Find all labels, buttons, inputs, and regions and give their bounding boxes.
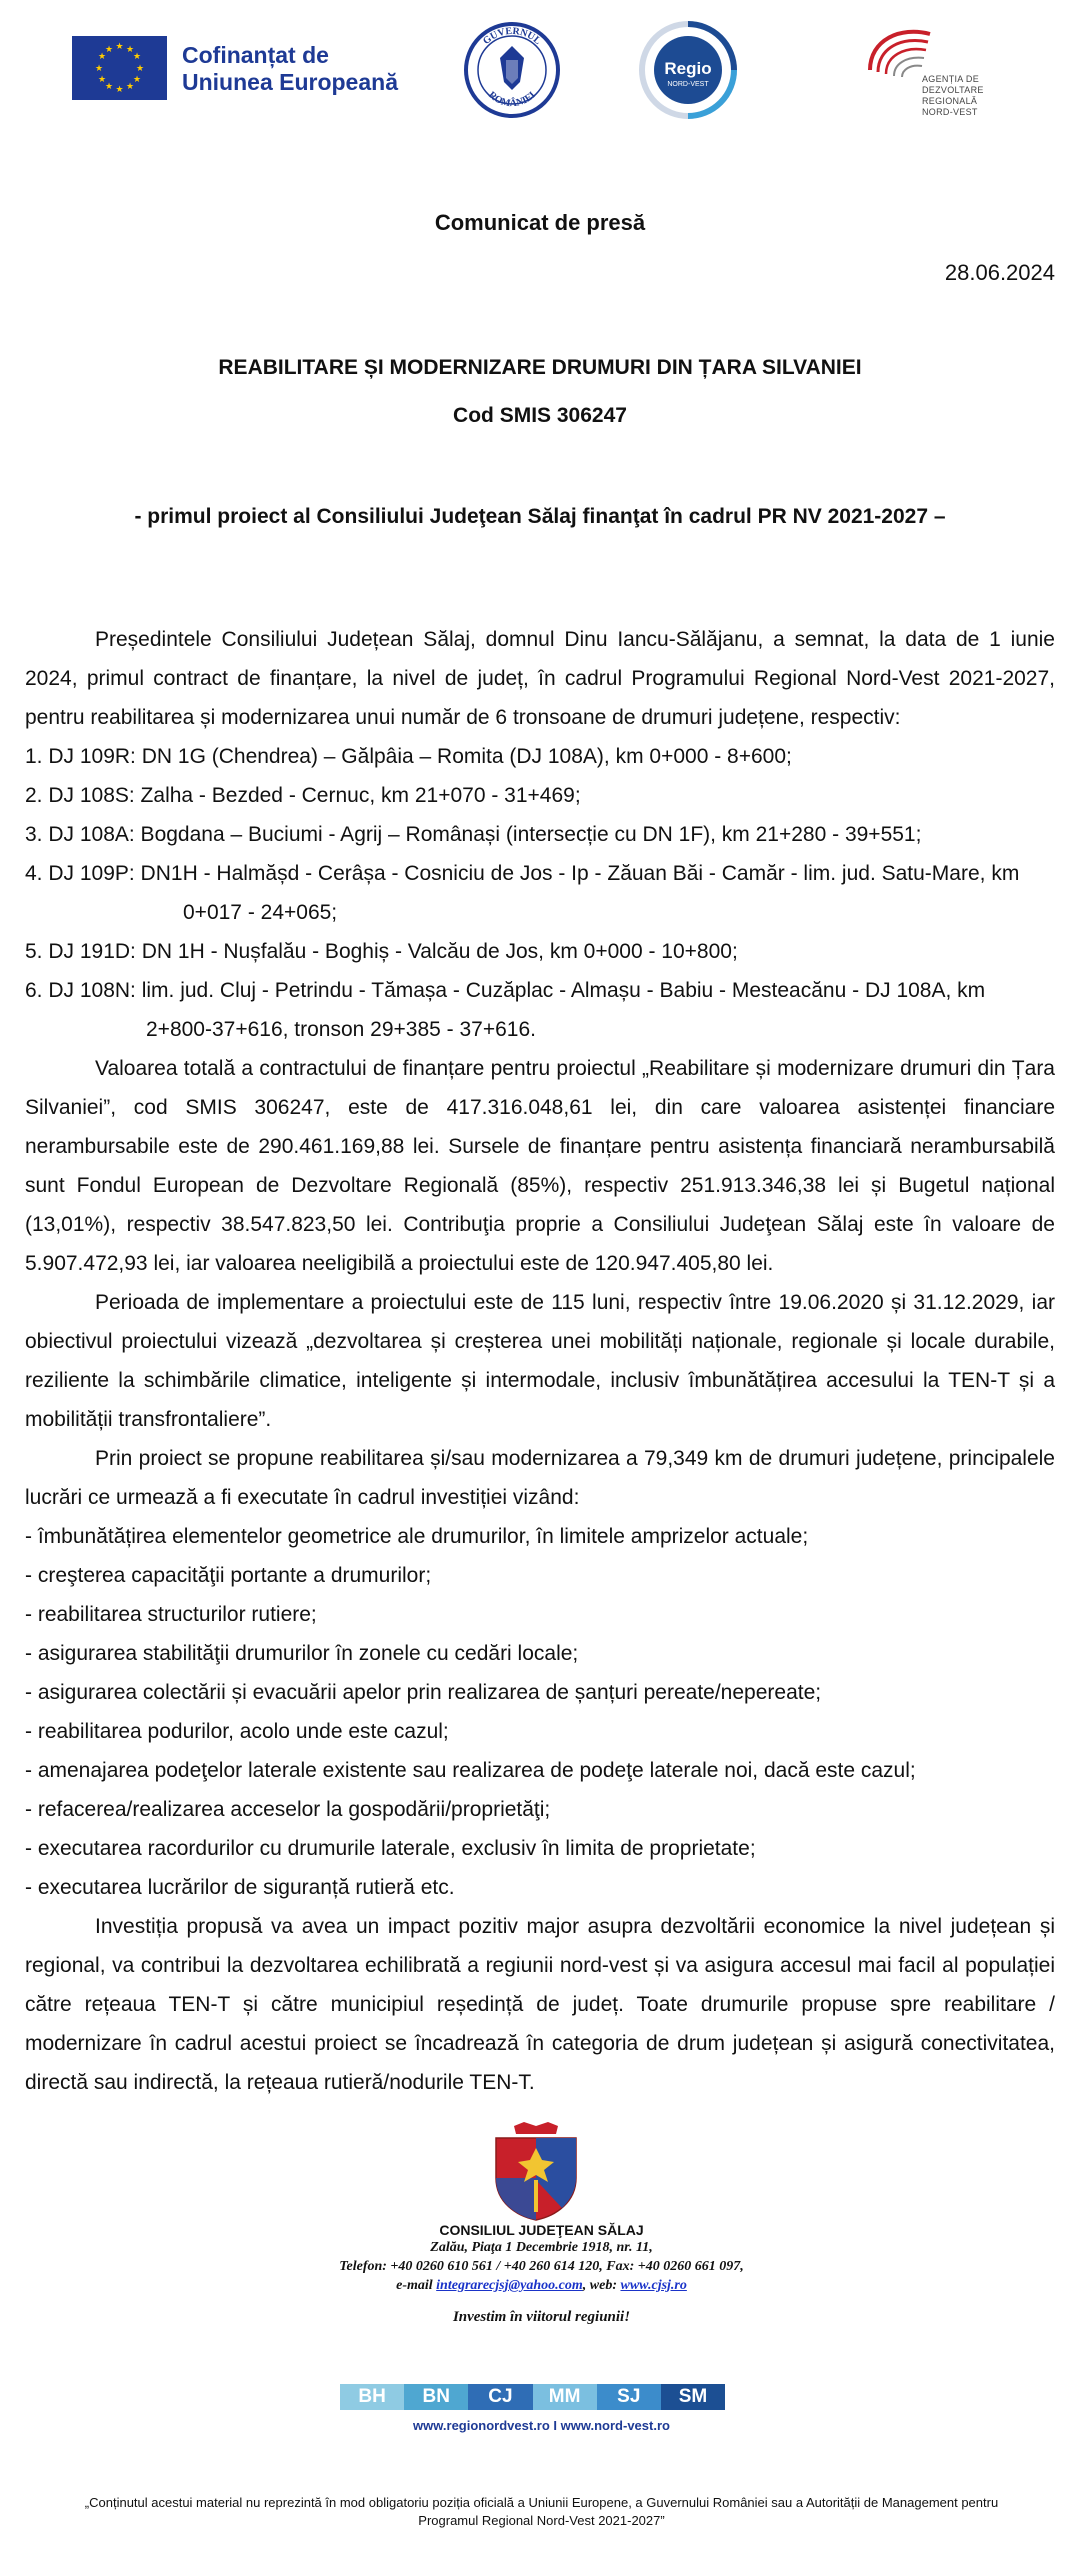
institution-name: CONSILIUL JUDEŢEAN SĂLAJ	[439, 2222, 644, 2238]
website-link[interactable]: www.cjsj.ro	[620, 2278, 687, 2293]
road-item-continuation: 0+017 - 24+065;	[183, 901, 338, 924]
release-date: 28.06.2024	[944, 260, 1055, 285]
roads-list	[25, 737, 1055, 1049]
eu-logo-line2: Uniunea Europeană	[182, 69, 398, 95]
county-code: SM	[661, 2384, 725, 2410]
works-paragraph: Prin proiect se propune reabilitarea și/sau modernizarea a 79,349 km de drumuri județene, principalele lucrări ce urmează a fi executate în cadrul investiției vizând:	[25, 1447, 1055, 1509]
regio-logo-text: Regio	[664, 59, 712, 78]
svg-text:★: ★	[115, 42, 124, 52]
salaj-county-crest	[484, 2120, 588, 2222]
svg-text:★: ★	[135, 64, 145, 74]
county-code: MM	[533, 2384, 597, 2410]
works-item: - îmbunătățirea elementelor geometrice ale drumurilor, în limitele amprizelor actuale;	[25, 1525, 809, 1548]
institution-address: Zalău, Piaţa 1 Decembrie 1918, nr. 11,	[430, 2240, 653, 2255]
project-subtitle: - primul proiect al Consiliului Judeţean Sălaj finanţat în cadrul PR NV 2021-2027 –	[134, 505, 946, 528]
svg-text:★: ★	[94, 64, 104, 74]
email-link[interactable]: integrarecjsj@yahoo.com	[436, 2278, 583, 2293]
county-code: BN	[404, 2384, 468, 2410]
works-item: - asigurarea colectării și evacuării apelor prin realizarea de șanțuri pereate/nepereate;	[25, 1681, 822, 1704]
road-item: 4. DJ 109P: DN1H - Halmășd - Cerâșa - Cosniciu de Jos - Ip - Zăuan Băi - Camăr - lim. jud. Satu-Mare, km	[25, 862, 1020, 885]
road-item: 1. DJ 109R: DN 1G (Chendrea) – Gălpâia – Romita (DJ 108A), km 0+000 - 8+600;	[25, 745, 792, 768]
eu-logo-text	[182, 42, 398, 96]
road-item: 5. DJ 191D: DN 1H - Nușfalău - Boghiș - Valcău de Jos, km 0+000 - 10+800;	[25, 940, 738, 963]
svg-text:★: ★	[97, 75, 107, 85]
svg-text:★: ★	[115, 85, 124, 95]
institution-phones: Telefon: +40 0260 610 561 / +40 260 614 120, Fax: +40 0260 661 097,	[339, 2259, 744, 2274]
eu-flag-icon	[72, 36, 167, 100]
institution-contact-block	[0, 2222, 1083, 2326]
svg-text:★: ★	[125, 82, 135, 92]
svg-text:★: ★	[132, 75, 142, 85]
works-item: - asigurarea stabilităţii drumurilor în zonele cu cedări locale;	[25, 1642, 579, 1665]
adr-logo-line1: AGENȚIA DE	[922, 74, 980, 84]
works-item: - reabilitarea podurilor, acolo unde este cazul;	[25, 1720, 449, 1743]
project-title: REABILITARE ȘI MODERNIZARE DRUMURI DIN ȚARA SILVANIEI	[218, 356, 862, 379]
works-list	[25, 1517, 1055, 1907]
period-paragraph: Perioada de implementare a proiectului este de 115 luni, respectiv între 19.06.2020 și 31.12.2029, iar obiectivul proiectului vizează „dezvoltarea și creșterea unei mobilități naționale, regionale și locale durabile, reziliente la schimbările climatice, inteligente și intermodale, inclusiv îmbunătățirea accesului la TEN-T și a mobilității transfrontaliere”.	[25, 1291, 1055, 1431]
press-release-heading: Comunicat de presă	[434, 210, 646, 235]
adr-logo-line3: NORD-VEST	[922, 107, 978, 117]
regio-logo-subtext: NORD-VEST	[667, 81, 709, 88]
adr-nord-vest-logo	[860, 20, 1030, 120]
romania-government-crest	[462, 20, 562, 120]
gov-logo-top-text: GUVERNUL	[481, 25, 544, 48]
project-code: Cod SMIS 306247	[453, 404, 627, 427]
svg-text:★: ★	[132, 52, 142, 62]
eu-cofinanced-logo	[72, 28, 402, 108]
svg-text:★: ★	[125, 45, 135, 55]
road-item: 3. DJ 108A: Bogdana – Buciumi - Agrij – Românași (intersecție cu DN 1F), km 21+280 - 39+551;	[25, 823, 922, 846]
works-item: - executarea racordurilor cu drumurile laterale, exclusiv în limita de proprietate;	[25, 1837, 756, 1860]
works-item: - executarea lucrărilor de siguranță rutieră etc.	[25, 1876, 455, 1899]
adr-logo-text	[922, 74, 1030, 118]
press-release-content	[25, 620, 1055, 2102]
works-item: - creşterea capacităţii portante a drumurilor;	[25, 1564, 432, 1587]
adr-logo-line2: DEZVOLTARE REGIONALĂ	[922, 85, 984, 106]
intro-paragraph: Președintele Consiliului Județean Sălaj, domnul Dinu Iancu-Sălăjanu, a semnat, la data de 1 iunie 2024, primul contract de finanțare, la nivel de județ, în cadrul Programului Regional Nord-Vest 2021-2027, pentru reabilitarea și modernizarea unui număr de 6 tronsoane de drumuri județene, respectiv:	[25, 628, 1055, 729]
svg-text:★: ★	[104, 82, 114, 92]
works-item: - reabilitarea structurilor rutiere;	[25, 1603, 317, 1626]
adr-icon	[860, 20, 940, 80]
email-label: e-mail	[396, 2278, 433, 2293]
partner-logos	[0, 14, 1083, 124]
road-item: 6. DJ 108N: lim. jud. Cluj - Petrindu - Tămașa - Cuzăplac - Almașu - Babiu - Mesteacănu - DJ 108A, km	[25, 979, 986, 1002]
eu-logo-line1: Cofinanțat de	[182, 42, 329, 68]
eu-disclaimer: „Conținutul acestui material nu reprezintă în mod obligatoriu poziția oficială a Uniunii Europene, a Guvernului României sau a Autorității de Management pentru Programul Regional Nord-Vest 2021-2027”	[84, 2495, 999, 2528]
value-paragraph: Valoarea totală a contractului de finanțare pentru proiectul „Reabilitare și modernizare drumuri din Țara Silvaniei”, cod SMIS 306247, este de 417.316.048,61 lei, din care valoarea asistenței financiare nerambursabile este de 290.461.169,88 lei. Sursele de finanțare pentru asistența financiară nerambursabilă sunt Fondul European de Dezvoltare Regională (85%), respectiv 251.913.346,38 lei și Bugetul național (13,01%), respectiv 38.547.823,50 lei. Contribuţia proprie a Consiliului Judeţean Sălaj este în valoare de 5.907.472,93 lei, iar valoarea neeligibilă a proiectului este de 120.947.405,80 lei.	[25, 1057, 1055, 1275]
county-code-strip	[340, 2384, 725, 2410]
road-item: 2. DJ 108S: Zalha - Bezded - Cernuc, km 21+070 - 31+469;	[25, 784, 581, 807]
regio-logo	[638, 20, 738, 120]
works-item: - refacerea/realizarea acceselor la gospodării/proprietăţi;	[25, 1798, 551, 1821]
works-item: - amenajarea podeţelor laterale existente sau realizarea de podeţe laterale noi, dacă este cazul;	[25, 1759, 916, 1782]
county-code: CJ	[468, 2384, 532, 2410]
institution-online-contacts	[0, 2276, 1083, 2295]
road-item-continuation: 2+800-37+616, tronson 29+385 - 37+616.	[146, 1018, 536, 1041]
web-label: , web:	[582, 2278, 617, 2293]
institution-motto: Investim în viitorul regiunii!	[452, 2309, 631, 2325]
county-code: BH	[340, 2384, 404, 2410]
county-code: SJ	[597, 2384, 661, 2410]
svg-text:★: ★	[97, 52, 107, 62]
svg-text:★: ★	[104, 45, 114, 55]
impact-paragraph: Investiția propusă va avea un impact pozitiv major asupra dezvoltării economice la nivel județean și regional, va contribui la dezvoltarea echilibrată a regiunii nord-vest și va asigura accesul mai facil al populației către rețeaua TEN-T și către municipiul reședință de județ. Toate drumurile propuse spre reabilitare / modernizare în cadrul acestui proiect se încadrează în categoria de drum județean și asigură conectivitatea, directă sau indirectă, la rețeaua rutieră/nodurile TEN-T.	[25, 1915, 1055, 2094]
gov-logo-bottom-text: ROMÂNIEI	[486, 89, 538, 110]
region-websites: www.regionordvest.ro I www.nord-vest.ro	[413, 2418, 670, 2433]
